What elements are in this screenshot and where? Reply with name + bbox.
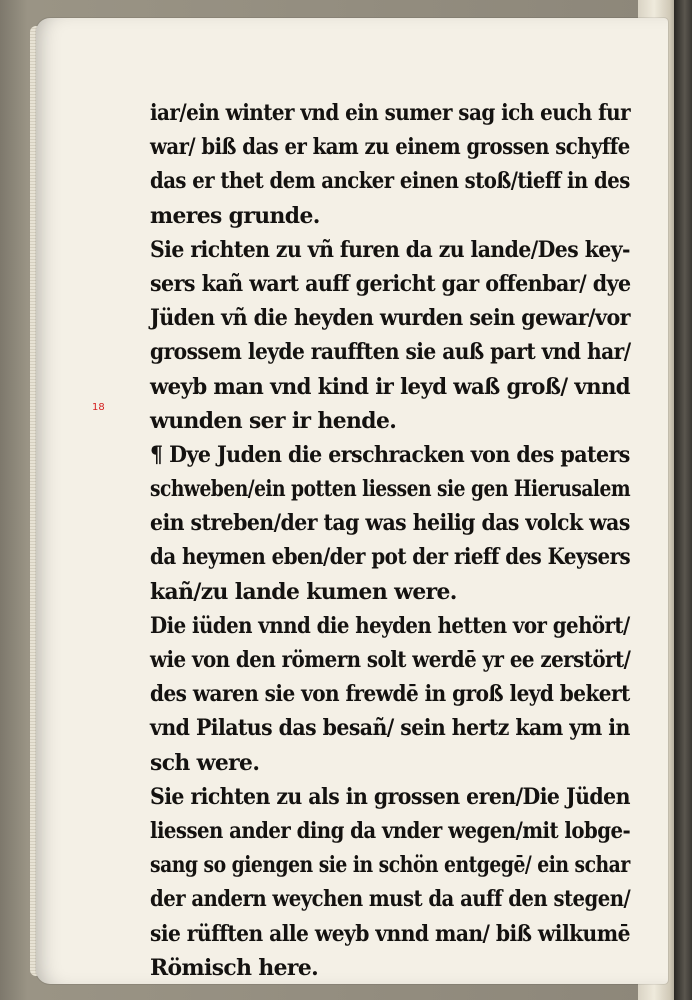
text-line: das er thet dem ancker einen stoß/tieff in des: [150, 168, 630, 195]
text-line: schweben/ein potten liessen sie gen Hierusalem: [150, 476, 631, 503]
text-line: ¶ Dye Juden die erschracken von des paters: [150, 441, 630, 468]
book-binding-shadow: [674, 0, 692, 1000]
text-line: kañ/zu lande kumen were.: [150, 578, 457, 605]
text-line: des waren sie von frewdē in groß leyd bekert: [150, 681, 630, 708]
text-line: sie rüfften alle weyb vnnd man/ biß wilkumē: [150, 920, 630, 947]
text-line: der andern weychen must da auff den stegen/: [150, 886, 631, 913]
text-line: grossem leyde raufften sie auß part vnd har/: [150, 339, 631, 366]
text-line: war/ biß das er kam zu einem grossen schyffe: [150, 134, 630, 161]
text-line: weyb man vnd kind ir leyd waß groß/ vnnd: [150, 373, 631, 400]
text-line: wunden ser ir hende.: [150, 407, 397, 434]
text-line: sch were.: [150, 749, 260, 776]
text-line: Sie richten zu als in grossen eren/Die Jüden: [150, 783, 630, 810]
text-line: Jüden vñ die heyden wurden sein gewar/vor: [150, 305, 630, 332]
text-line: da heymen eben/der pot der rieff des Keysers: [150, 544, 631, 571]
text-line: Die iüden vnnd die heyden hetten vor gehört/: [150, 612, 630, 639]
text-line: sers kañ wart auff gericht gar offenbar/ dye: [150, 270, 631, 297]
text-line: Sie richten zu vñ furen da zu lande/Des key-: [150, 236, 630, 263]
text-line: iar/ein winter vnd ein sumer sag ich euch fur: [150, 100, 631, 126]
text-line: vnd Pilatus das besañ/ sein hertz kam ym in: [150, 715, 630, 742]
blackletter-text-block: [150, 96, 634, 985]
text-line: ein streben/der tag was heilig das volck was: [150, 510, 630, 537]
text-line: sang so giengen sie in schön entgegē/ ein schar: [150, 852, 630, 879]
marginal-line-number: 18: [92, 402, 105, 413]
text-line: liessen ander ding da vnder wegen/mit lobge-: [150, 817, 631, 844]
text-line: Römisch here.: [150, 954, 319, 981]
text-line: meres grunde.: [150, 202, 320, 229]
text-line: wie von den römern solt werdē yr ee zerstört/: [150, 647, 631, 673]
